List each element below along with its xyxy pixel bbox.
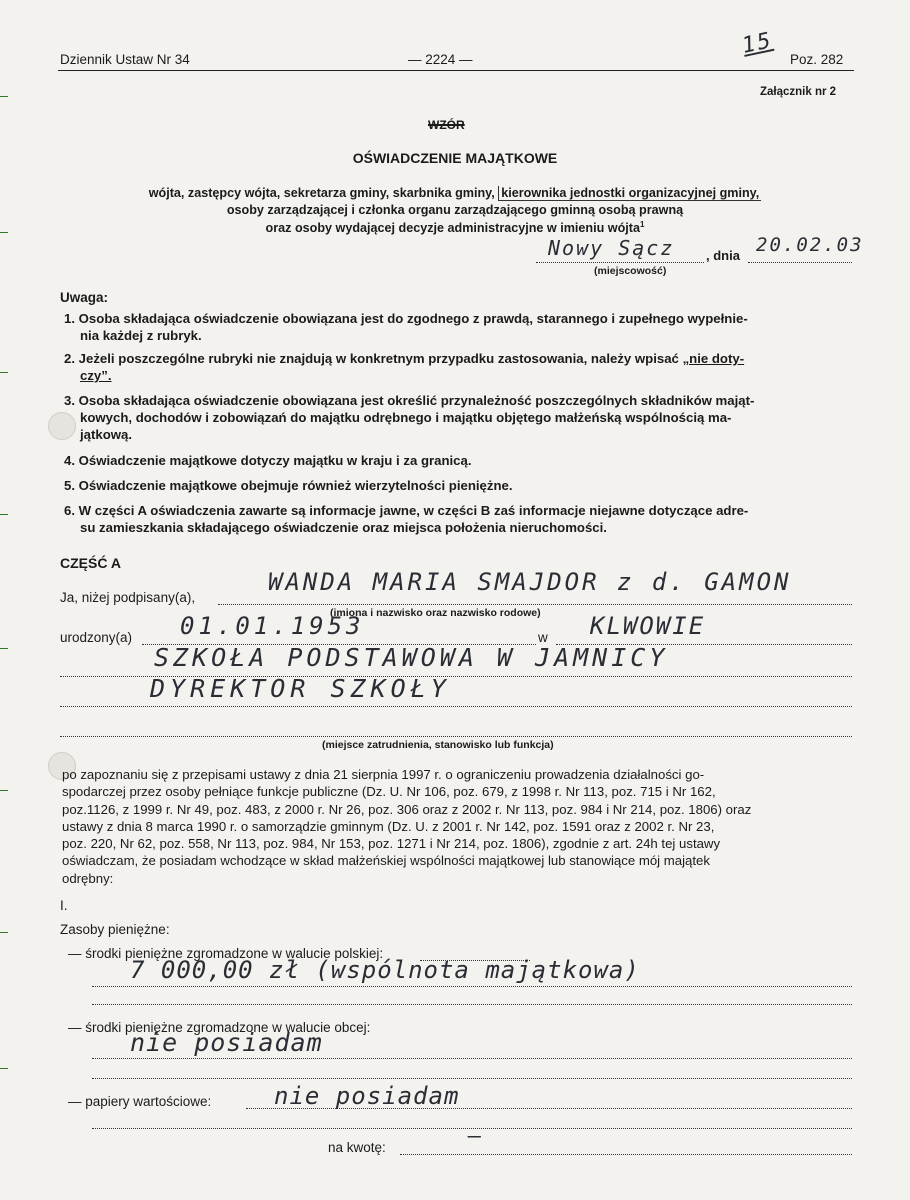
scan-edge-mark: [0, 790, 8, 791]
journal-name: Dziennik Ustaw Nr 34: [60, 52, 190, 67]
note-text: Osoba składająca oświadczenie obowiązana jest określić przynależność poszczególnych składników mająt-: [78, 393, 755, 408]
note-text: Jeżeli poszczególne rubryki nie znajdują w konkretnym przypadku zastosowania, należy wpisać: [78, 351, 679, 366]
pln-value: 7 000,00 zł (wspólnota majątkowa): [130, 956, 640, 984]
foreign-dots-1: [92, 1058, 852, 1059]
born-label: urodzony(a): [60, 630, 133, 645]
paragraph-line: po zapoznaniu się z przepisami ustawy z dnia 21 sierpnia 1997 r. o ograniczeniu prowadzenia działalności go-: [62, 767, 705, 782]
note-2: [64, 350, 854, 384]
note-number: 2.: [64, 351, 75, 366]
note-3: [64, 392, 854, 443]
securities-label: — papiery wartościowe:: [68, 1094, 212, 1109]
note-number: 4.: [64, 453, 75, 468]
header-rule: [58, 70, 854, 71]
declaration-paragraph: [62, 766, 862, 887]
scan-edge-mark: [0, 232, 8, 233]
footnote-mark: 1: [640, 220, 645, 229]
pln-dots-3: [92, 1004, 852, 1005]
section-1-heading: Zasoby pieniężne:: [60, 922, 170, 937]
employment-dots-2: [60, 706, 852, 707]
form-subtitle-line3: [0, 220, 910, 235]
amount-label: na kwotę:: [328, 1140, 386, 1155]
subtitle-line3-text: oraz osoby wydającej decyzje administracyjne w imieniu wójta: [265, 221, 640, 236]
signed-dots: [218, 604, 852, 605]
employment-dots-3: [60, 736, 852, 737]
amount-value: —: [468, 1124, 484, 1149]
pln-dots-2: [92, 986, 852, 987]
note-1: [64, 310, 854, 344]
employment-line1: SZKOŁA PODSTAWOWA W JAMNICY: [154, 643, 669, 672]
scan-edge-mark: [0, 96, 8, 97]
born-place: KLWOWIE: [590, 612, 706, 640]
securities-value: nie posiadam: [274, 1082, 460, 1110]
note-text: Oświadczenie majątkowe obejmuje również wierzytelności pieniężne.: [78, 478, 513, 493]
amount-dots: [400, 1154, 852, 1155]
foreign-label: — środki pieniężne zgromadzone w walucie obcej:: [68, 1020, 371, 1035]
born-date: 01.01.1953: [180, 612, 365, 640]
form-subtitle-line2: osoby zarządzającej i członka organu zarządzającego gminną osobą prawną: [226, 203, 684, 217]
date-dots: [748, 262, 852, 263]
paragraph-line: spodarczej przez osoby pełniące funkcje publiczne (Dz. U. Nr 106, poz. 679, z 1998 r. Nr 113, poz. 715 i Nr 162,: [62, 784, 716, 800]
note-5: [64, 477, 854, 494]
note-4: [64, 452, 854, 469]
note-number: 3.: [64, 393, 75, 408]
form-title: OŚWIADCZENIE MAJĄTKOWE: [352, 150, 558, 166]
note-number: 5.: [64, 478, 75, 493]
scan-edge-mark: [0, 1068, 8, 1069]
section-1-numeral: I.: [60, 898, 68, 913]
note-text: W części A oświadczenia zawarte są informacje jawne, w części B zaś informacje niejawne dotyczące adre-: [78, 503, 749, 518]
date-value: 20.02.03: [756, 234, 864, 256]
note-6: [64, 502, 854, 536]
foreign-value: nie posiadam: [130, 1028, 323, 1057]
signed-caption: (imiona i nazwisko oraz nazwisko rodowe): [330, 607, 541, 619]
note-text: Oświadczenie majątkowe dotyczy majątku w kraju i za granicą.: [78, 453, 472, 468]
annex-label: Załącznik nr 2: [760, 86, 837, 98]
signed-label: Ja, niżej podpisany(a),: [60, 590, 196, 605]
paragraph-line: ustawy z dnia 8 marca 1990 r. o samorządzie gminnym (Dz. U. z 2001 r. Nr 142, poz. 1591 oraz z 2002 r. Nr 23,: [62, 818, 715, 834]
page-number: — 2224 —: [408, 52, 473, 67]
note-text-cont: kowych, dochodów i zobowiązań do majątku odrębnego i majątku objętego małżeńską wspólnością ma-: [80, 410, 732, 425]
place-dots: [536, 262, 704, 263]
subtitle-part-a: wójta, zastępcy wójta, sekretarza gminy, skarbnika gminy,: [148, 186, 495, 200]
paragraph-line: poz. 220, Nr 62, poz. 558, Nr 113, poz. 984, Nr 153, poz. 1271 i Nr 214, poz. 1806), zgodnie z art. 24h tej ustawy: [62, 836, 721, 852]
wzor-label: [428, 118, 465, 132]
place-caption: (miejscowość): [594, 265, 667, 277]
place-value: Nowy Sącz: [548, 236, 675, 260]
signed-value: WANDA MARIA SMAJDOR z d. GAMON: [268, 568, 792, 596]
handwritten-page-number: 15: [739, 28, 775, 59]
form-subtitle-line1: [0, 186, 910, 200]
note-text-cont: czy”.: [80, 368, 112, 383]
pln-label: — środki pieniężne zgromadzone w walucie polskiej:: [68, 946, 384, 961]
paragraph-line: poz.1126, z 1999 r. Nr 49, poz. 483, z 2000 r. Nr 26, poz. 306 oraz z 2002 r. Nr 113, poz. 984 i Nr 214, poz. 1806) oraz: [62, 801, 752, 817]
scan-edge-mark: [0, 932, 8, 933]
scan-edge-mark: [0, 648, 8, 649]
note-text-cont: su zamieszkania składającego oświadczenie oraz miejsca położenia nieruchomości.: [80, 520, 607, 535]
note-number: 1.: [64, 311, 75, 326]
note-emphasis: „nie doty-: [682, 351, 745, 366]
note-number: 6.: [64, 503, 75, 518]
scan-edge-mark: [0, 372, 8, 373]
note-text-cont: nia każdej z rubryk.: [80, 328, 202, 343]
wzor-text: WZÓR: [428, 118, 465, 132]
position-number: Poz. 282: [790, 52, 844, 67]
employment-line2: DYREKTOR SZKOŁY: [150, 674, 451, 703]
employment-caption: (miejsce zatrudnienia, stanowisko lub funkcja): [322, 739, 554, 751]
paragraph-line: oświadczam, że posiadam wchodzące w skład małżeńskiej wspólności majątkowej lub stanowiące mój majątek: [62, 853, 710, 869]
paragraph-line: odrębny:: [62, 870, 114, 886]
note-text-cont: jątkową.: [80, 427, 133, 442]
date-separator: , dnia: [706, 248, 740, 263]
subtitle-part-b: kierownika jednostki organizacyjnej gminy,: [498, 186, 761, 201]
scan-edge-mark: [0, 514, 8, 515]
punch-hole-top: [48, 412, 76, 440]
notes-heading: Uwaga:: [60, 290, 109, 305]
born-in-label: w: [538, 630, 548, 645]
part-a-heading: CZĘŚĆ A: [60, 555, 121, 571]
foreign-dots-2: [92, 1078, 852, 1079]
note-text: Osoba składająca oświadczenie obowiązana jest do zgodnego z prawdą, starannego i zupełnego wypełnie-: [78, 311, 748, 326]
